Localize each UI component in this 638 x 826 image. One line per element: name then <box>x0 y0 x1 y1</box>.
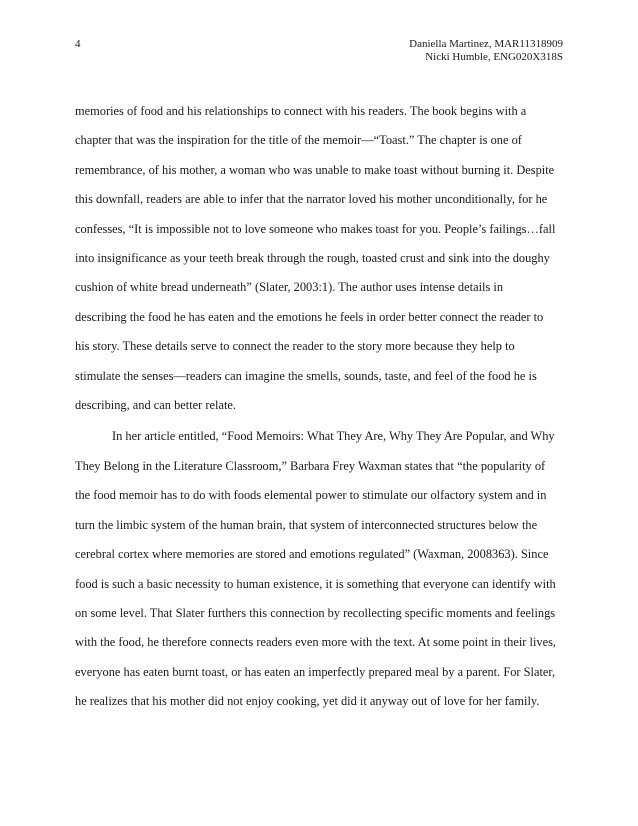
text-line: this downfall, readers are able to infer that the narrator loved his mother unconditionally, for he <box>75 192 548 207</box>
text-line: the food memoir has to do with foods elemental power to stimulate our olfactory system and in <box>75 488 547 503</box>
text-line: with the food, he therefore connects readers even more with the text. At some point in their lives, <box>75 635 557 650</box>
text-line: remembrance, of his mother, a woman who was unable to make toast without burning it. Despite <box>75 162 555 177</box>
text-line: cerebral cortex where memories are stored and emotions regulated” (Waxman, 2008363). Since <box>75 547 549 562</box>
text-line: everyone has eaten burnt toast, or has eaten an imperfectly prepared meal by a parent. For Slater, <box>75 664 556 679</box>
body-text <box>75 97 565 717</box>
running-head <box>409 38 563 64</box>
text-line: stimulate the senses—readers can imagine the smells, sounds, taste, and feel of the food he is <box>75 368 537 383</box>
text-line: chapter that was the inspiration for the title of the memoir—“Toast.” The chapter is one of <box>75 133 522 148</box>
paragraph <box>75 97 565 420</box>
text-line: food is such a basic necessity to human existence, it is something that everyone can identify with <box>75 576 556 591</box>
page-number: 4 <box>75 38 81 50</box>
text-line: describing, and can better relate. <box>75 398 236 413</box>
text-line: his story. These details serve to connect the reader to the story more because they help to <box>75 339 515 354</box>
text-line: describing the food he has eaten and the emotions he feels in order better connect the reader to <box>75 309 544 324</box>
text-line: memories of food and his relationships to connect with his readers. The book begins with a <box>75 104 527 118</box>
text-line: on some level. That Slater furthers this connection by recollecting specific moments and feelings <box>75 605 556 620</box>
text-line: cushion of white bread underneath” (Slater, 2003:1). The author uses intense details in <box>75 280 504 295</box>
text-line: turn the limbic system of the human brain, that system of interconnected structures below the <box>75 517 538 532</box>
text-line: into insignificance as your teeth break through the rough, toasted crust and sink into the doughy <box>75 251 550 266</box>
author-line: Daniella Martinez, MAR11318909 <box>409 38 563 50</box>
text-line: They Belong in the Literature Classroom,” Barbara Frey Waxman states that “the popularity of <box>75 458 546 473</box>
text-line: he realizes that his mother did not enjoy cooking, yet did it anyway out of love for her family. <box>75 694 540 709</box>
text-line: confesses, “It is impossible not to love someone who makes toast for you. People’s failings…fall <box>75 221 556 236</box>
text-line: In her article entitled, “Food Memoirs: What They Are, Why They Are Popular, and Why <box>112 429 555 444</box>
paragraph <box>75 422 565 716</box>
course-line: Nicki Humble, ENG020X318S <box>425 51 563 63</box>
